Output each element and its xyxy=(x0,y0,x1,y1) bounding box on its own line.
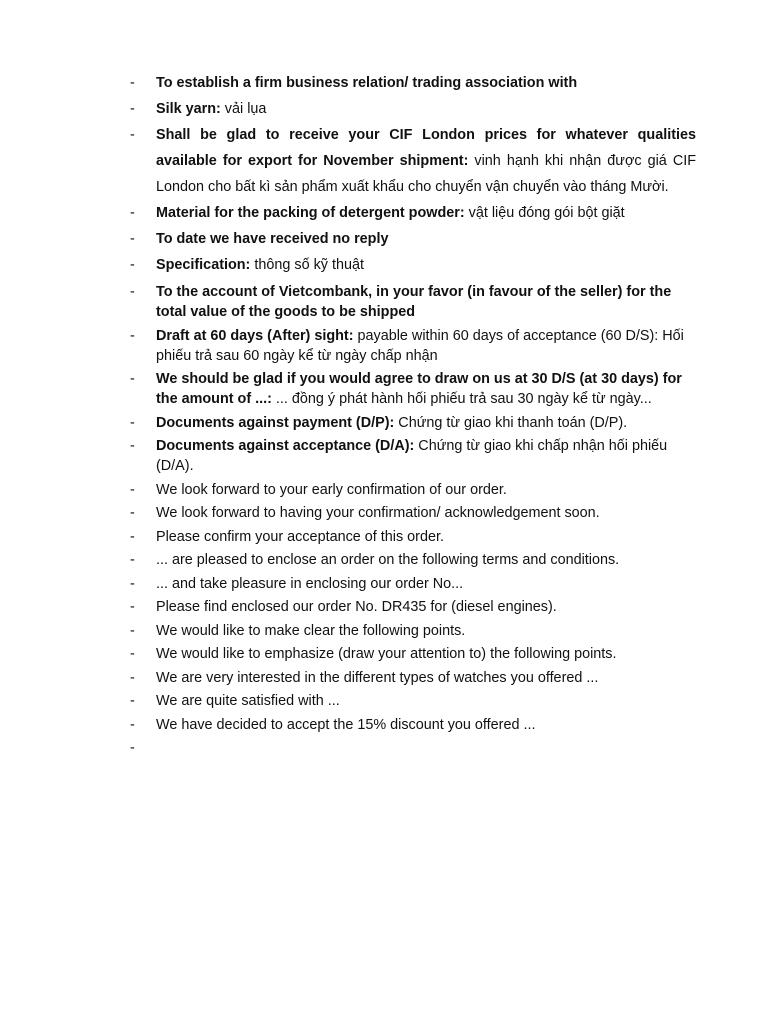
bullet-dash: - xyxy=(130,669,135,686)
bullet-dash: - xyxy=(130,371,135,387)
list-item xyxy=(130,527,696,547)
item-text: Please find enclosed our order No. DR435 for (diesel engines). xyxy=(156,599,557,615)
item-text: We look forward to having your confirmation/ acknowledgement soon. xyxy=(156,505,600,521)
bullet-dash: - xyxy=(130,75,135,91)
list-item xyxy=(130,326,696,366)
term-translation: Chứng từ giao khi chấp nhận hối phiếu (D/A). xyxy=(156,438,668,474)
bullet-dash: - xyxy=(130,622,135,639)
bullet-dash: - xyxy=(130,101,135,117)
bullet-dash: - xyxy=(130,505,135,521)
bullet-dash: - xyxy=(130,127,135,143)
item-text: Please confirm your acceptance of this order. xyxy=(156,528,444,545)
bullet-dash: - xyxy=(130,599,135,615)
list-item xyxy=(130,122,696,200)
bullet-dash: - xyxy=(130,716,135,733)
list-item xyxy=(130,574,696,594)
list-item xyxy=(130,480,696,500)
list-item xyxy=(130,96,696,122)
list-item xyxy=(130,252,696,278)
term-bold: To establish a firm business relation/ trading association with xyxy=(156,75,578,91)
term-translation: vải lụa xyxy=(220,101,267,117)
bullet-dash: - xyxy=(130,205,135,221)
list-item xyxy=(130,715,696,735)
list-item xyxy=(130,644,696,664)
term-bold: We should be glad if you would agree to draw on us at 30 D/S (at 30 days) for the amount of ...: xyxy=(156,371,682,407)
list-item-empty xyxy=(130,738,696,758)
bullet-dash: - xyxy=(130,327,135,344)
term-translation: vật liệu đóng gói bột giặt xyxy=(464,205,625,221)
term-bold: Draft at 60 days (After) sight: xyxy=(156,327,354,344)
item-text: ... and take pleasure in enclosing our order No... xyxy=(156,575,464,592)
list-item xyxy=(130,691,696,711)
list-item xyxy=(130,200,696,226)
item-text: We are quite satisfied with ... xyxy=(156,693,340,709)
term-bold: To the account of Vietcombank, in your favor (in favour of the seller) for the total value of the goods to be shipped xyxy=(156,284,672,320)
bullet-dash: - xyxy=(130,481,135,498)
item-text: We are very interested in the different types of watches you offered ... xyxy=(156,669,599,686)
bullet-dash: - xyxy=(130,693,135,709)
bullet-dash: - xyxy=(130,414,135,431)
list-item xyxy=(130,503,696,523)
list-item xyxy=(130,369,696,409)
bullet-dash: - xyxy=(130,438,135,454)
bullet-dash: - xyxy=(130,231,135,247)
term-bold: To date we have received no reply xyxy=(156,231,389,247)
list-item xyxy=(130,436,696,476)
item-text: We look forward to your early confirmation of our order. xyxy=(156,481,507,498)
term-translation: thông số kỹ thuật xyxy=(250,257,364,273)
list-item xyxy=(130,70,696,96)
term-bold: Specification: xyxy=(156,257,251,273)
list-item xyxy=(130,550,696,570)
list-item xyxy=(130,413,696,433)
item-text: We have decided to accept the 15% discount you offered ... xyxy=(156,716,536,733)
item-text: We would like to make clear the following points. xyxy=(156,622,466,639)
bullet-dash: - xyxy=(130,257,135,273)
bullet-dash: - xyxy=(130,740,135,756)
term-bold: Shall be glad to receive your CIF London prices for whatever qualities available for export for November shipment: xyxy=(156,127,696,169)
bullet-dash: - xyxy=(130,552,135,568)
bullet-dash: - xyxy=(130,528,135,545)
item-text: ... are pleased to enclose an order on the following terms and conditions. xyxy=(156,552,620,568)
term-translation: vinh hạnh khi nhận được giá CIF London cho bất kì sản phẩm xuất khẩu cho chuyển vận chuyển vào tháng Mười. xyxy=(156,153,696,195)
term-translation: ... đồng ý phát hành hối phiếu trả sau 30 ngày kể từ ngày... xyxy=(271,391,652,407)
term-bold: Documents against payment (D/P): xyxy=(156,414,395,431)
list-item xyxy=(130,226,696,252)
term-bold: Material for the packing of detergent powder: xyxy=(156,205,465,221)
term-translation: Chứng từ giao khi thanh toán (D/P). xyxy=(394,414,628,431)
list-item xyxy=(130,621,696,641)
term-bold: Documents against acceptance (D/A): xyxy=(156,438,415,454)
bullet-dash: - xyxy=(130,284,135,300)
list-item xyxy=(130,282,696,322)
item-text: We would like to emphasize (draw your attention to) the following points. xyxy=(156,646,617,662)
list-item xyxy=(130,668,696,688)
bullet-dash: - xyxy=(130,646,135,662)
bullet-dash: - xyxy=(130,575,135,592)
term-bold: Silk yarn: xyxy=(156,101,221,117)
list-item xyxy=(130,597,696,617)
term-translation: payable within 60 days of acceptance (60 D/S): Hối phiếu trả sau 60 ngày kể từ ngày chấp nhận xyxy=(156,327,684,364)
document-bullet-list xyxy=(130,70,696,762)
